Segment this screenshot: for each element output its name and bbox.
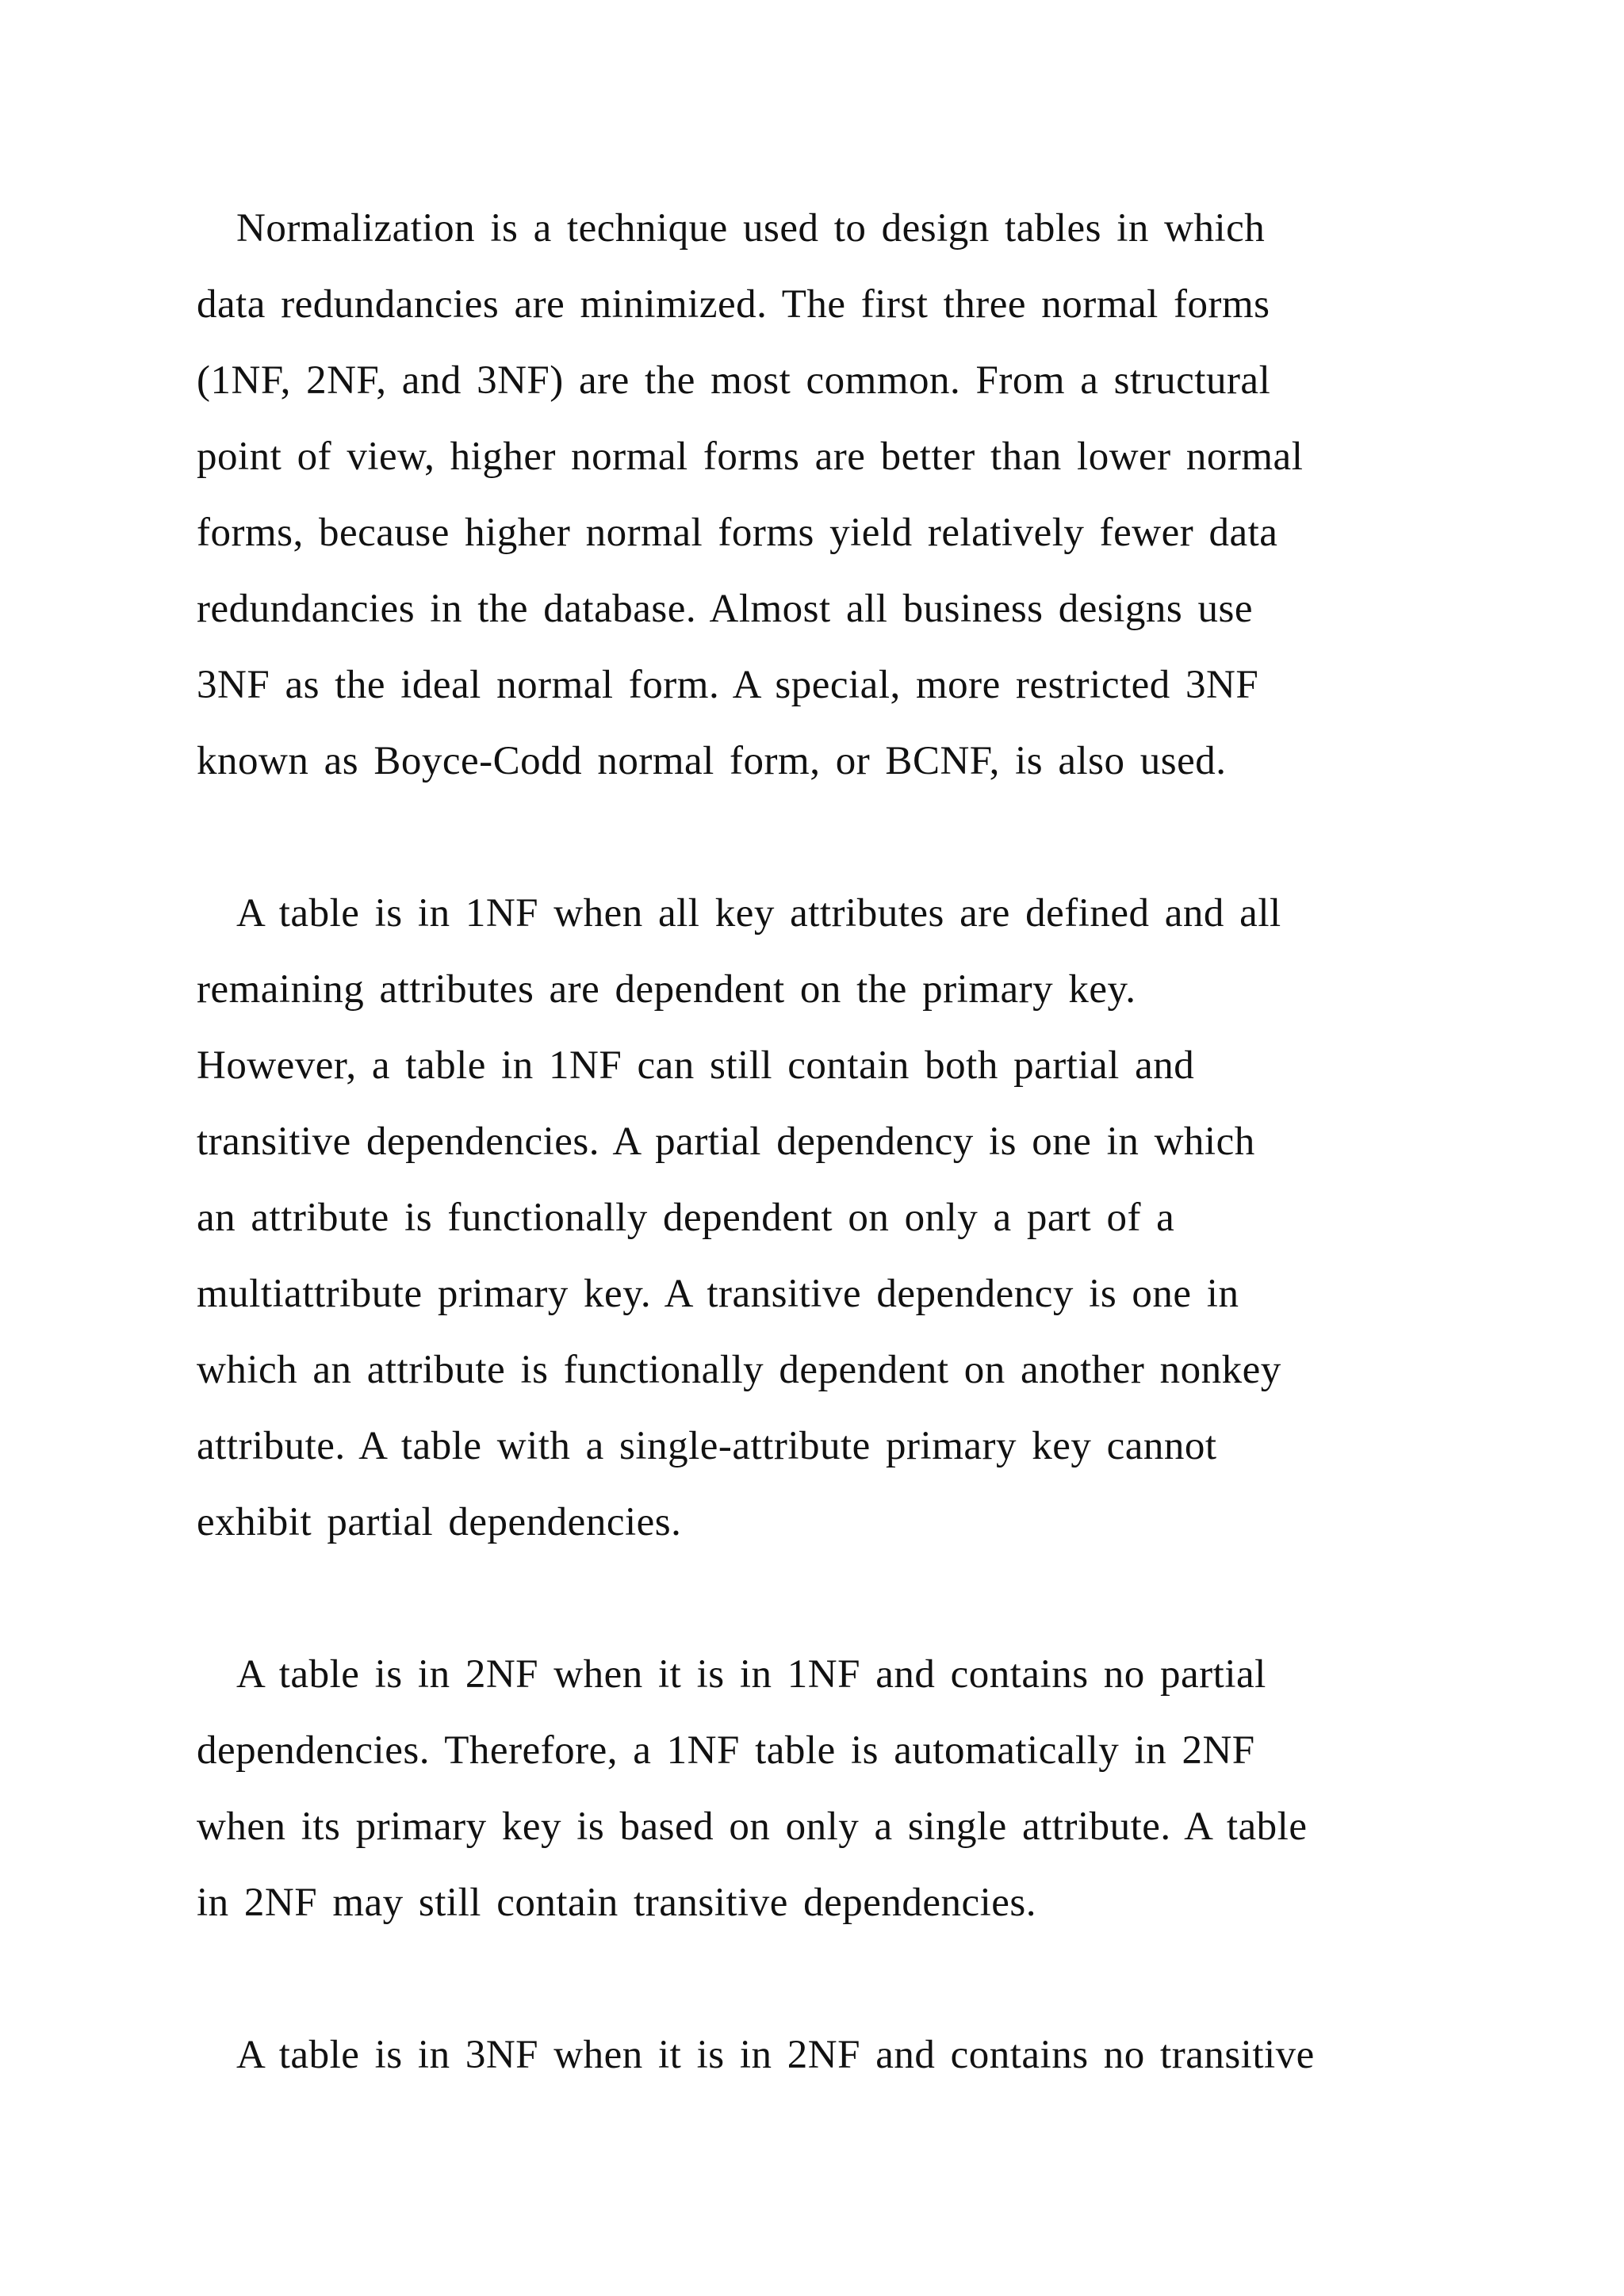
text-line: which an attribute is functionally dependent on another nonkey xyxy=(197,1348,1281,1392)
text-line: attribute. A table with a single-attribute primary key cannot xyxy=(197,1424,1217,1468)
paragraph-2nf xyxy=(197,1636,1434,1941)
text-line: transitive dependencies. A partial dependency is one in which xyxy=(197,1119,1255,1164)
text-line: known as Boyce-Codd normal form, or BCNF, is also used. xyxy=(197,739,1227,783)
text-line: multiattribute primary key. A transitive dependency is one in xyxy=(197,1272,1239,1316)
text-line: redundancies in the database. Almost all business designs use xyxy=(197,587,1254,631)
text-line: dependencies. Therefore, a 1NF table is automatically in 2NF xyxy=(197,1728,1255,1773)
text-line: (1NF, 2NF, and 3NF) are the most common. From a structural xyxy=(197,358,1271,403)
text-line: However, a table in 1NF can still contain both partial and xyxy=(197,1043,1195,1088)
text-line: remaining attributes are dependent on the primary key. xyxy=(197,967,1136,1012)
text-line: data redundancies are minimized. The first three normal forms xyxy=(197,282,1270,327)
paragraph-3nf xyxy=(197,2017,1434,2093)
text-line: Normalization is a technique used to design tables in which xyxy=(236,206,1266,251)
document-body xyxy=(197,190,1434,2169)
text-line: when its primary key is based on only a single attribute. A table xyxy=(197,1804,1308,1849)
text-line: A table is in 2NF when it is in 1NF and contains no partial xyxy=(236,1652,1266,1697)
text-line: forms, because higher normal forms yield relatively fewer data xyxy=(197,511,1278,555)
paragraph-normalization-intro xyxy=(197,190,1434,799)
text-line: exhibit partial dependencies. xyxy=(197,1500,682,1544)
text-line: A table is in 1NF when all key attributes are defined and all xyxy=(236,891,1281,936)
paragraph-1nf xyxy=(197,875,1434,1560)
text-line: in 2NF may still contain transitive dependencies. xyxy=(197,1881,1037,1925)
text-line: point of view, higher normal forms are better than lower normal xyxy=(197,434,1304,479)
text-line: A table is in 3NF when it is in 2NF and contains no transitive xyxy=(236,2033,1315,2077)
text-line: an attribute is functionally dependent on only a part of a xyxy=(197,1196,1175,1240)
text-line: 3NF as the ideal normal form. A special, more restricted 3NF xyxy=(197,663,1259,707)
